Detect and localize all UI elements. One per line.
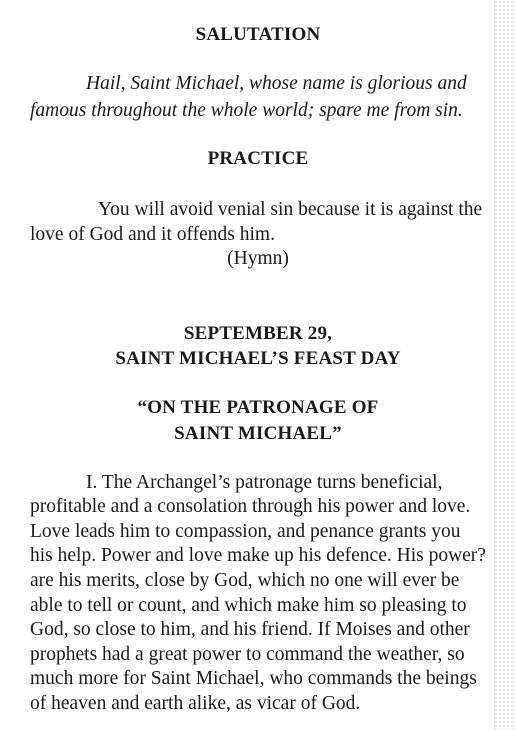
body-line-4: his help. Power and love make up his defence. His power?: [30, 545, 486, 566]
practice-line-1: You will avoid venial sin because it is against the: [98, 199, 483, 220]
body-line-2: profitable and a consolation through his power and love.: [30, 496, 471, 517]
body-line-7: God, so close to him, and his friend. If Moises and other: [30, 619, 470, 640]
body-line-8: prophets had a great power to command the weather, so: [30, 644, 465, 665]
body-line-1: I. The Archangel’s patronage turns beneficial,: [86, 472, 443, 493]
salutation-heading: SALUTATION: [195, 24, 321, 45]
practice-line-2: love of God and it offends him.: [30, 224, 275, 245]
body-line-5: are his merits, close by God, which no one will ever be: [30, 570, 460, 591]
body-line-3: Love leads him to compassion, and penance grants you: [30, 521, 461, 542]
salutation-line-2: famous throughout the whole world; spare me from sin.: [30, 100, 463, 121]
body-line-9: much more for Saint Michael, who commands the beings: [30, 668, 477, 689]
body-line-6: able to tell or count, and which make him so pleasing to: [30, 595, 467, 616]
salutation-line-1: Hail, Saint Michael, whose name is glorious and: [86, 73, 467, 94]
feast-day-heading: SAINT MICHAEL’S FEAST DAY: [115, 348, 401, 369]
feast-date-heading: SEPTEMBER 29,: [183, 323, 333, 344]
patronage-heading-line-1: “ON THE PATRONAGE OF: [137, 397, 379, 418]
practice-heading: PRACTICE: [207, 148, 309, 169]
patronage-heading-line-2: SAINT MICHAEL”: [174, 423, 342, 444]
hymn-label: (Hymn): [227, 248, 289, 269]
body-line-10: of heaven and earth alike, as vicar of God.: [30, 693, 361, 714]
